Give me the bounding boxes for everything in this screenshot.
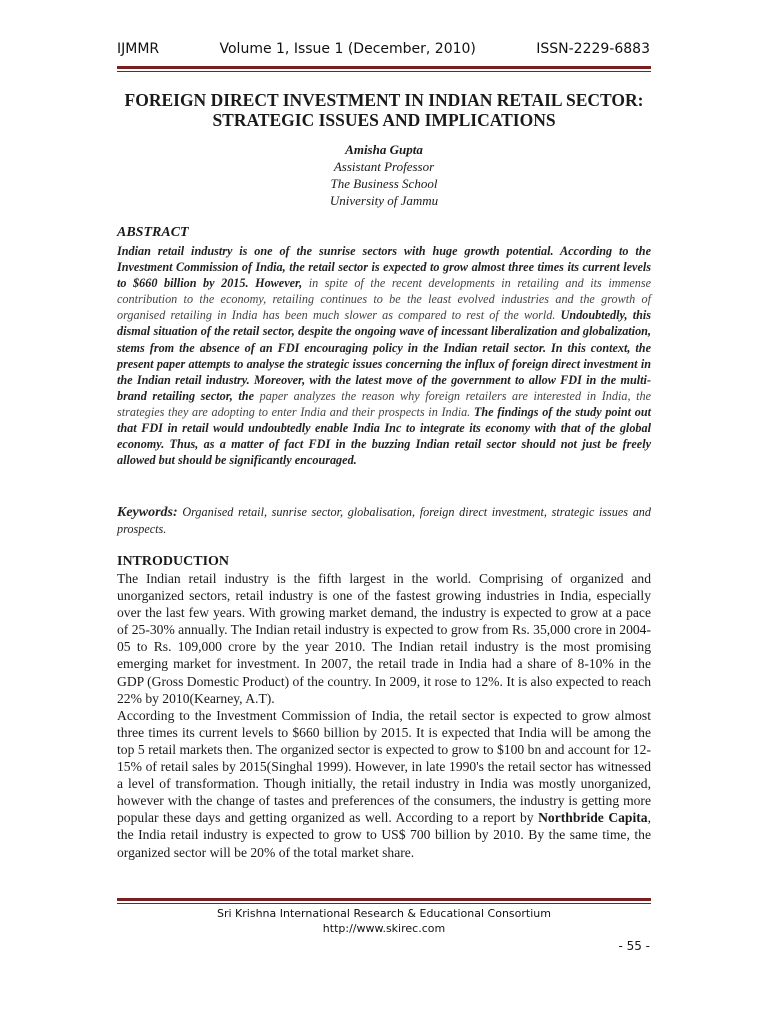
abstract-part-4: paper analyzes the reason why foreign retailers are interested in India, the strategies they are adopting to enter India and their prospects in India. bbox=[117, 388, 652, 419]
running-header bbox=[117, 41, 650, 57]
footer-url[interactable]: http://www.skirec.com bbox=[322, 922, 446, 935]
header-rule bbox=[117, 66, 651, 72]
author-block bbox=[117, 141, 651, 209]
keywords-label: Keywords: bbox=[117, 505, 178, 520]
intro-paragraph-2-a: According to the Investment Commission of India, the retail sector is expected to grow almost three times its current levels to $660 billion by 2015. It is expected that India will be among the top 5 retail markets then. The organized sector is expected to grow to $100 bn and account for 12-15% of retail sales by 2015(Singhal 1999). However, in late 1990's the retail sector has witnessed a level of transformation. Though initially, the retail industry in India was mostly unorganized, however with the change of tastes and preferences of the consumers, the industry is getting more popular these days and getting organized as well. According to a report by bbox=[117, 707, 651, 826]
northbride-capita: Northbride Capita bbox=[538, 810, 648, 826]
page-number: - 55 - bbox=[618, 939, 650, 953]
abstract-part-2: in spite of the recent developments in retailing and its immense contribution to the economy, retailing continues to be the least evolved industries and the growth of organised retailing in India has been much slower as compared to rest of the world. bbox=[117, 276, 651, 323]
title-line-2: STRATEGIC ISSUES AND IMPLICATIONS bbox=[212, 110, 556, 130]
journal-name: IJMMR bbox=[117, 41, 160, 57]
abstract-text bbox=[117, 243, 651, 468]
introduction-body bbox=[117, 570, 651, 861]
paper-title bbox=[100, 90, 668, 130]
intro-paragraph-1: The Indian retail industry is the fifth largest in the world. Comprising of organized and unorganized sectors, retail industry is one of the fastest growing industries in India, especially over the last few years. With growing market demand, the industry is expected to grow at a pace of 25-30% annually. The Indian retail industry is expected to grow from Rs. 35,000 crore in 2004-05 to Rs. 109,000 crore by the year 2010. The Indian retail industry is the most promising emerging market for investment. In 2007, the retail trade in India had a share of 8-10% in the GDP (Gross Domestic Product) of the country. In 2009, it rose to 12%. It is also expected to reach 22% by 2010(Kearney, A.T). bbox=[117, 571, 651, 706]
keywords-text: Organised retail, sunrise sector, globalisation, foreign direct investment, strategic issues and prospects. bbox=[117, 505, 651, 536]
issn: ISSN-2229-6883 bbox=[536, 41, 650, 57]
author-school: The Business School bbox=[330, 176, 438, 191]
abstract-heading: ABSTRACT bbox=[117, 225, 189, 240]
abstract-part-5: The findings of the study point out that FDI in retail would undoubtedly enable India Inc to integrate its economy with that of the global economy. Thus, as a matter of fact FDI in the buzzing Indian retail sector should not just be freely allowed but should be significantly encouraged. bbox=[117, 404, 651, 468]
author-name: Amisha Gupta bbox=[345, 142, 423, 157]
intro-paragraph-2-b: , the India retail industry is expected to grow to US$ 700 billion by 2010. By the same time, the organized sector will be 20% of the total market share. bbox=[117, 810, 651, 860]
introduction-heading: INTRODUCTION bbox=[117, 554, 230, 569]
intro-paragraph-2 bbox=[117, 707, 651, 861]
abstract-part-3: Undoubtedly, this dismal situation of the retail sector, despite the ongoing wave of incessant liberalization and globalization, stems from the absence of an FDI encouraging policy in the Indian retail sector. In this context, the present paper attempts to analyse the strategic issues concerning the influx of foreign direct investment in the Indian retail industry. Moreover, with the latest move of the government to allow FDI in the multi-brand retailing sector, the bbox=[117, 308, 651, 403]
title-line-1: FOREIGN DIRECT INVESTMENT IN INDIAN RETAIL SECTOR: bbox=[124, 90, 644, 110]
footer-rule bbox=[117, 898, 651, 904]
keywords bbox=[117, 504, 651, 538]
author-university: University of Jammu bbox=[329, 193, 439, 208]
footer-organization: Sri Krishna International Research & Educational Consortium bbox=[217, 907, 551, 920]
footer bbox=[117, 906, 651, 936]
author-position: Assistant Professor bbox=[333, 159, 435, 174]
volume-issue: Volume 1, Issue 1 (December, 2010) bbox=[219, 41, 476, 57]
abstract-part-1: Indian retail industry is one of the sunrise sectors with huge growth potential. According to the Investment Commission of India, the retail sector is expected to grow almost three times its current levels to $660 billion by 2015. However, bbox=[117, 244, 651, 291]
